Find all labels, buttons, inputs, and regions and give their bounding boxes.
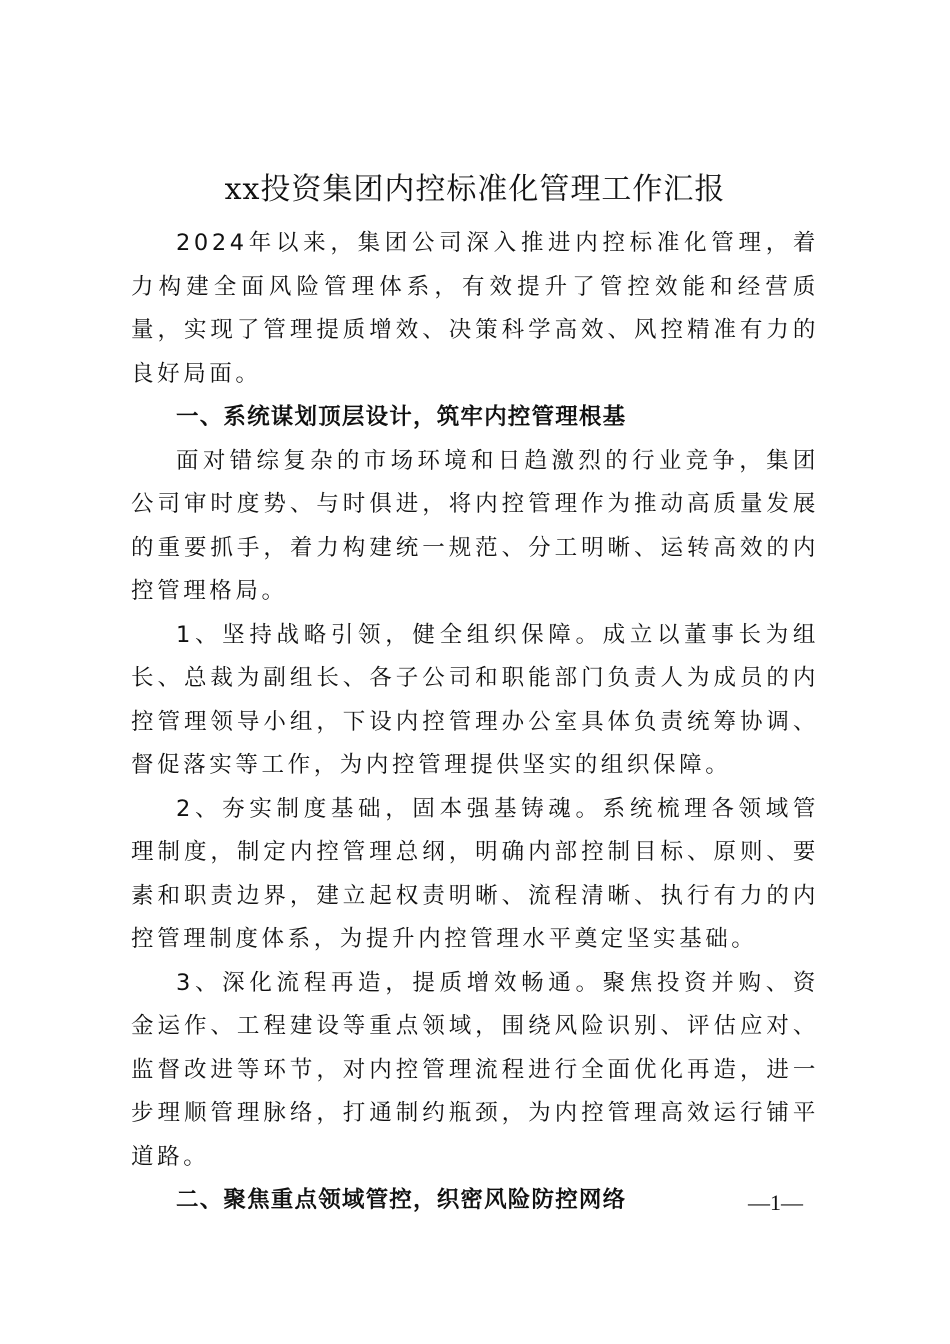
document-body	[131, 222, 819, 1223]
section-heading-2: 二、聚焦重点领域管控，织密风险防控网络	[176, 1187, 627, 1213]
intro-paragraph: 2024年以来，集团公司深入推进内控标准化管理，着力构建全面风险管理体系，有效提升了管控效能和经营质量，实现了管理提质增效、决策科学高效、风控精准有力的良好局面。	[131, 230, 819, 387]
document-title: xx投资集团内控标准化管理工作汇报	[224, 172, 726, 207]
item-1-paragraph: 1、坚持战略引领，健全组织保障。成立以董事长为组长、总裁为副组长、各子公司和职能部门负责人为成员的内控管理领导小组，下设内控管理办公室具体负责统筹协调、督促落实等工作，为内控管理提供坚实的组织保障。	[131, 621, 819, 778]
item-2-paragraph: 2、夯实制度基础，固本强基铸魂。系统梳理各领域管理制度，制定内控管理总纲，明确内部控制目标、原则、要素和职责边界，建立起权责明晰、流程清晰、执行有力的内控管理制度体系，为提升内控管理水平奠定坚实基础。	[131, 795, 819, 952]
section-heading-1: 一、系统谋划顶层设计，筑牢内控管理根基	[176, 404, 627, 430]
section-1-intro-paragraph: 面对错综复杂的市场环境和日趋激烈的行业竞争，集团公司审时度势、与时俱进，将内控管理作为推动高质量发展的重要抓手，着力构建统一规范、分工明晰、运转高效的内控管理格局。	[131, 447, 819, 604]
item-3-paragraph: 3、深化流程再造，提质增效畅通。聚焦投资并购、资金运作、工程建设等重点领域，围绕风险识别、评估应对、监督改进等环节，对内控管理流程进行全面优化再造，进一步理顺管理脉络，打通制约瓶颈，为内控管理高效运行铺平道路。	[131, 969, 819, 1170]
page-number: —1—	[748, 1190, 803, 1215]
